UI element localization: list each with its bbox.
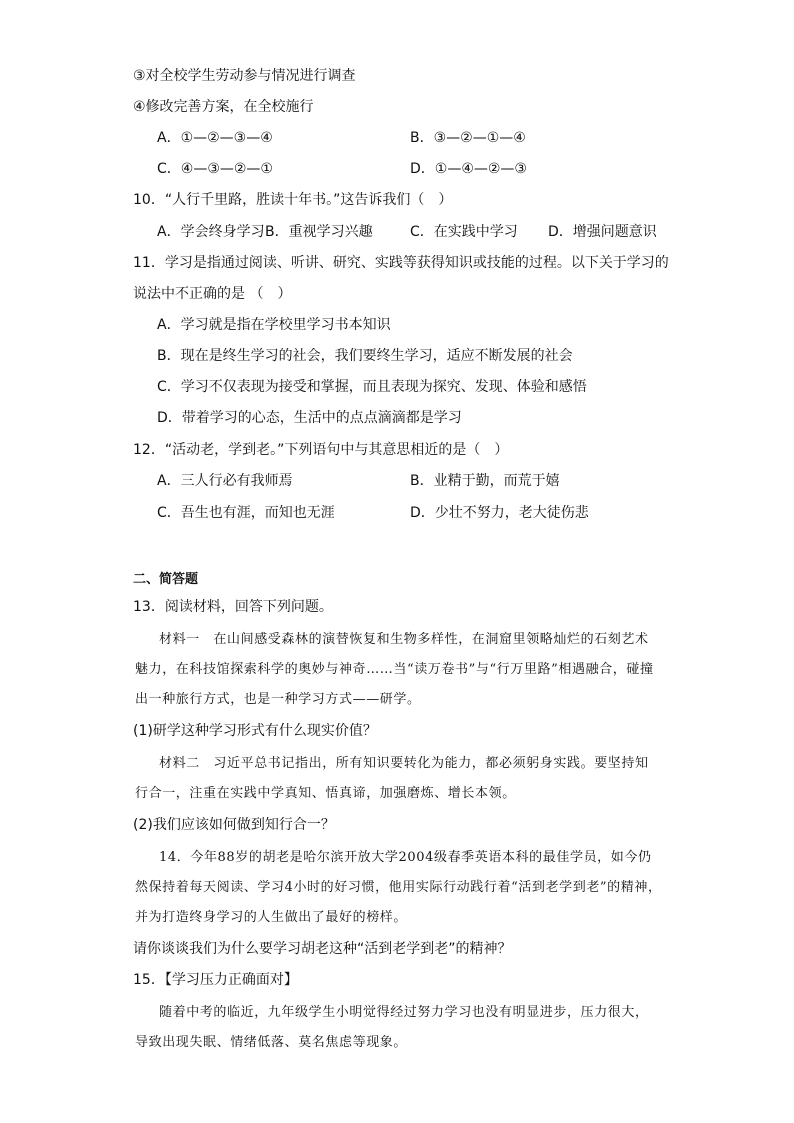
q14-line-2: 然保持着每天阅读、学习4小时的好习惯，他用实际行动践行着“活到老学到老”的精神，: [135, 880, 662, 895]
q9-option-c: C．④—③—②—①: [157, 161, 273, 177]
q11-option-d: D．带着学习的心态，生活中的点点滴滴都是学习: [157, 410, 462, 426]
q12-option-a: A．三人行必有我师焉: [157, 473, 293, 489]
q12-option-c: C．吾生也有涯，而知也无涯: [157, 505, 335, 521]
q13-subquestion-1: (1)研学这种学习形式有什么现实价值？: [133, 723, 377, 739]
q12-option-b: B．业精于勤，而荒于嬉: [410, 473, 560, 489]
q10-option-d: D．增强问题意识: [548, 224, 657, 240]
material-1-line-2: 魅力，在科技馆探索科学的奥妙与神奇……当“读万卷书”与“行万里路”相遇融合，碰撞: [135, 662, 654, 677]
q9-option-a: A．①—②—③—④: [157, 130, 273, 146]
material-1-line-3: 出一种旅行方式，也是一种学习方式——研学。: [135, 692, 421, 707]
q11-stem-line-1: 11．学习是指通过阅读、听讲、研究、实践等获得知识或技能的过程。以下关于学习的: [133, 255, 669, 271]
material-1-line-1: 材料一 在山间感受森林的演替恢复和生物多样性，在洞窟里领略灿烂的石刻艺术: [159, 632, 649, 647]
q15-title: 15．【学习压力正确面对】: [133, 972, 298, 988]
q10-option-c: C．在实践中学习: [410, 224, 518, 240]
q10-stem: 10．“人行千里路，胜读十年书。”这告诉我们（ ）: [133, 192, 453, 208]
q14-line-3: 并为打造终身学习的人生做出了最好的榜样。: [135, 910, 408, 925]
q11-stem-line-2: 说法中不正确的是 （ ）: [133, 286, 292, 302]
q14-question: 请你谈谈我们为什么要学习胡老这种“活到老学到老”的精神？: [133, 941, 512, 957]
q11-option-c: C．学习不仅表现为接受和掌握，而且表现为探究、发现、体验和感悟: [157, 379, 587, 395]
q12-stem: 12．“活动老，学到老。”下列语句中与其意思相近的是（ ）: [133, 442, 509, 458]
q15-line-2: 导致出现失眠、情绪低落、莫名焦虑等现象。: [135, 1035, 408, 1050]
material-2-line-1: 材料二 习近平总书记指出，所有知识要转化为能力，都必须躬身实践。要坚持知: [159, 756, 649, 771]
material-2-line-2: 行合一，注重在实践中学真知、悟真谛，加强磨炼、增长本领。: [135, 786, 516, 801]
step-4-line: ④修改完善方案，在全校施行: [133, 99, 314, 115]
q13-stem: 13．阅读材料，回答下列问题。: [133, 599, 333, 615]
q10-option-b: B．重视学习兴趣: [265, 224, 373, 240]
q12-option-d: D．少壮不努力，老大徒伤悲: [410, 505, 589, 521]
q14-line-1: 14．今年88岁的胡老是哈尔滨开放大学2004级春季英语本科的最佳学员，如今仍: [159, 850, 652, 865]
q9-option-d: D．①—④—②—③: [410, 161, 527, 177]
q11-option-b: B．现在是终生学习的社会，我们要终生学习，适应不断发展的社会: [157, 348, 573, 364]
q15-line-1: 随着中考的临近，九年级学生小明觉得经过努力学习也没有明显进步，压力很大，: [159, 1005, 649, 1020]
q11-option-a: A．学习就是指在学校里学习书本知识: [157, 317, 391, 333]
section-heading: 二、简答题: [133, 572, 199, 587]
q13-subquestion-2: (2)我们应该如何做到知行合一？: [133, 817, 335, 833]
q9-option-b: B．③—②—①—④: [410, 130, 526, 146]
step-3-line: ③对全校学生劳动参与情况进行调查: [133, 68, 356, 84]
q10-option-a: A．学会终身学习: [157, 224, 265, 240]
